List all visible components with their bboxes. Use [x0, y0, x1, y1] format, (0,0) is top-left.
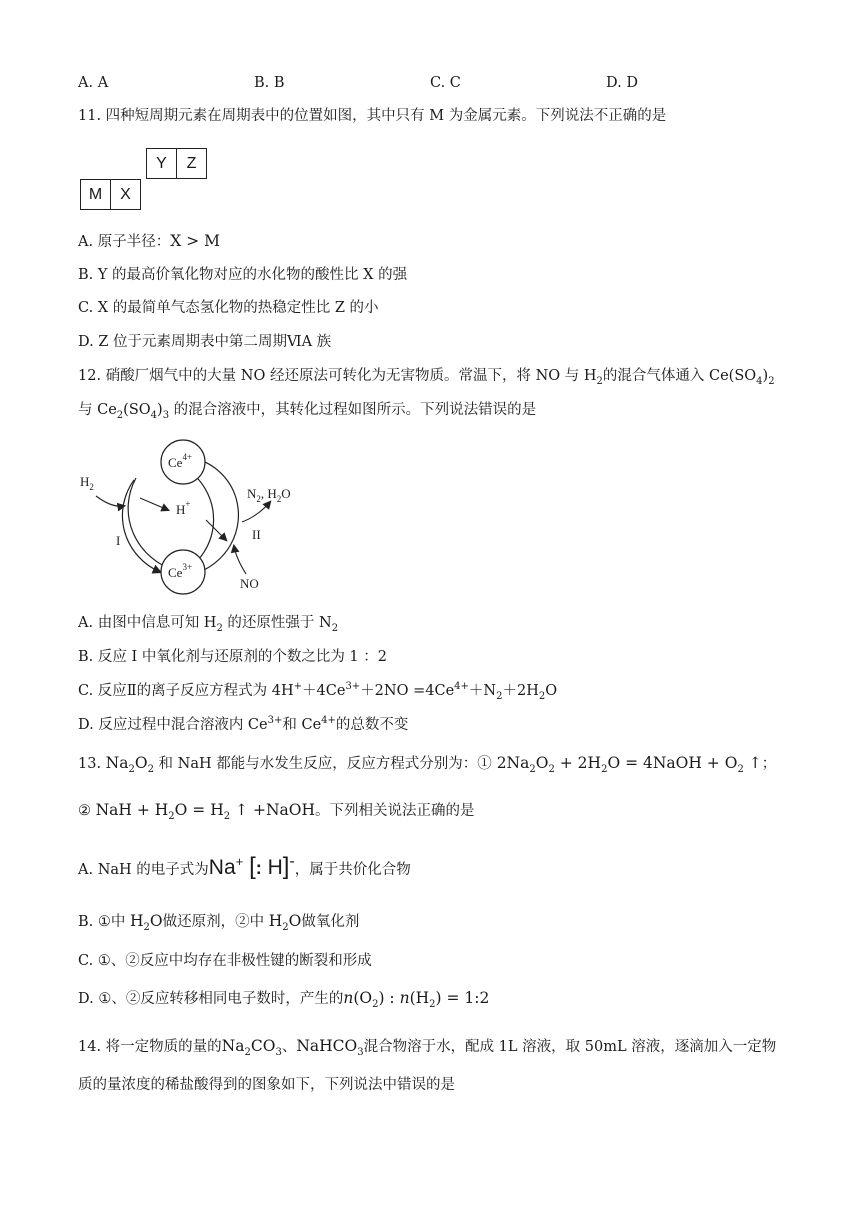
q13-option-c: C. ①、②反应中均存在非极性键的断裂和形成	[78, 953, 372, 969]
grid-cell-m: M	[80, 179, 111, 210]
q12-stem-line2: 与 $Ce_2(SO_4)_3$ 的混合溶液中，其转化过程如图所示。下列说法错误的是	[78, 402, 537, 421]
grid-cell-z: Z	[176, 148, 207, 179]
prev-question-options	[78, 73, 778, 93]
q14-stem-line1: 14. 将一定物质的量的$Na_2CO_3$、NaHCO$_3$混合物溶于水，配成 1L 溶液，取 50mL 溶液，逐滴加入一定物	[78, 1037, 777, 1059]
q13-option-b: B. ①中 $H_2O$做还原剂，②中 $H_2O$做氧化剂	[78, 912, 360, 934]
option-a: A. A	[78, 75, 109, 91]
q12-option-a: A. 由图中信息可知 $H_2$ 的还原性强于 $N_2$	[78, 615, 339, 634]
option-c: C. C	[430, 75, 461, 91]
no-label: NO	[240, 576, 259, 591]
nah-electron-formula: Na+ [: H]-	[208, 853, 295, 880]
q11-option-d: D. Z 位于元素周期表中第二周期ⅥA 族	[78, 334, 332, 350]
q12-option-c: C. 反应Ⅱ的离子反应方程式为 $4H^++4Ce^{3+}+2NO =4Ce^{4+}+N_2+2H_2O$	[78, 681, 558, 702]
radius-relation: X > M	[170, 232, 220, 250]
q14-stem-line2: 质的量浓度的稀盐酸得到的图象如下，下列说法中错误的是	[78, 1077, 455, 1093]
option-d: D. D	[606, 75, 638, 91]
grid-cell-y: Y	[146, 148, 177, 179]
q11-stem: 11. 四种短周期元素在周期表中的位置如图，其中只有 M 为金属元素。下列说法不正确的是	[78, 108, 667, 124]
option-b: B. B	[254, 75, 285, 91]
ce-cycle-diagram	[76, 438, 316, 603]
reaction-i-label: I	[116, 533, 121, 548]
q11-option-b: B. Y 的最高价氧化物对应的水化物的酸性比 X 的强	[78, 267, 408, 283]
h2-label: $H_2$	[80, 474, 94, 492]
q11-option-a: A. 原子半径：X > M	[78, 232, 220, 250]
q13-option-d: D. ①、②反应转移相同电子数时，产生的$n(O_2)$ : $n(H_2)$ = 1:2	[78, 989, 490, 1011]
grid-cell-x: X	[110, 179, 141, 210]
q12-option-d: D. 反应过程中混合溶液内 $Ce^{3+}$和 $Ce^{4+}$的总数不变	[78, 715, 409, 733]
q13-option-a: A. NaH 的电子式为Na+ [: H]-，属于共价化合物	[78, 853, 411, 880]
q12-stem-line1: 12. 硝酸厂烟气中的大量 NO 经还原法可转化为无害物质。常温下，将 NO 与 $H_2$的混合气体通入 $Ce(SO_4)_2$	[78, 368, 775, 387]
ce3-label: $Ce^{3+}$	[168, 562, 193, 580]
hplus-label: H+	[176, 499, 191, 517]
ce4-label: $Ce^{4+}$	[168, 452, 193, 470]
q11-option-c: C. X 的最简单气态氢化物的热稳定性比 Z 的小	[78, 300, 379, 316]
q13-stem-line1: 13. $Na_2O_2$ 和 NaH 都能与水发生反应，反应方程式分别为：① $2Na_2O_2 + 2H_2O$ = 4NaOH + $O_2$ ↑；	[78, 754, 777, 776]
n2-h2o-label: $N_2$, $H_2O$	[247, 486, 291, 504]
reaction-ii-label: II	[252, 527, 261, 542]
q13-stem-line2: ② NaH + $H_2O = H_2$ ↑ +NaOH。下列相关说法正确的是	[78, 801, 475, 823]
periodic-table-grid	[80, 148, 215, 214]
q12-option-b: B. 反应 Ⅰ 中氧化剂与还原剂的个数之比为 1 ：2	[78, 649, 387, 665]
